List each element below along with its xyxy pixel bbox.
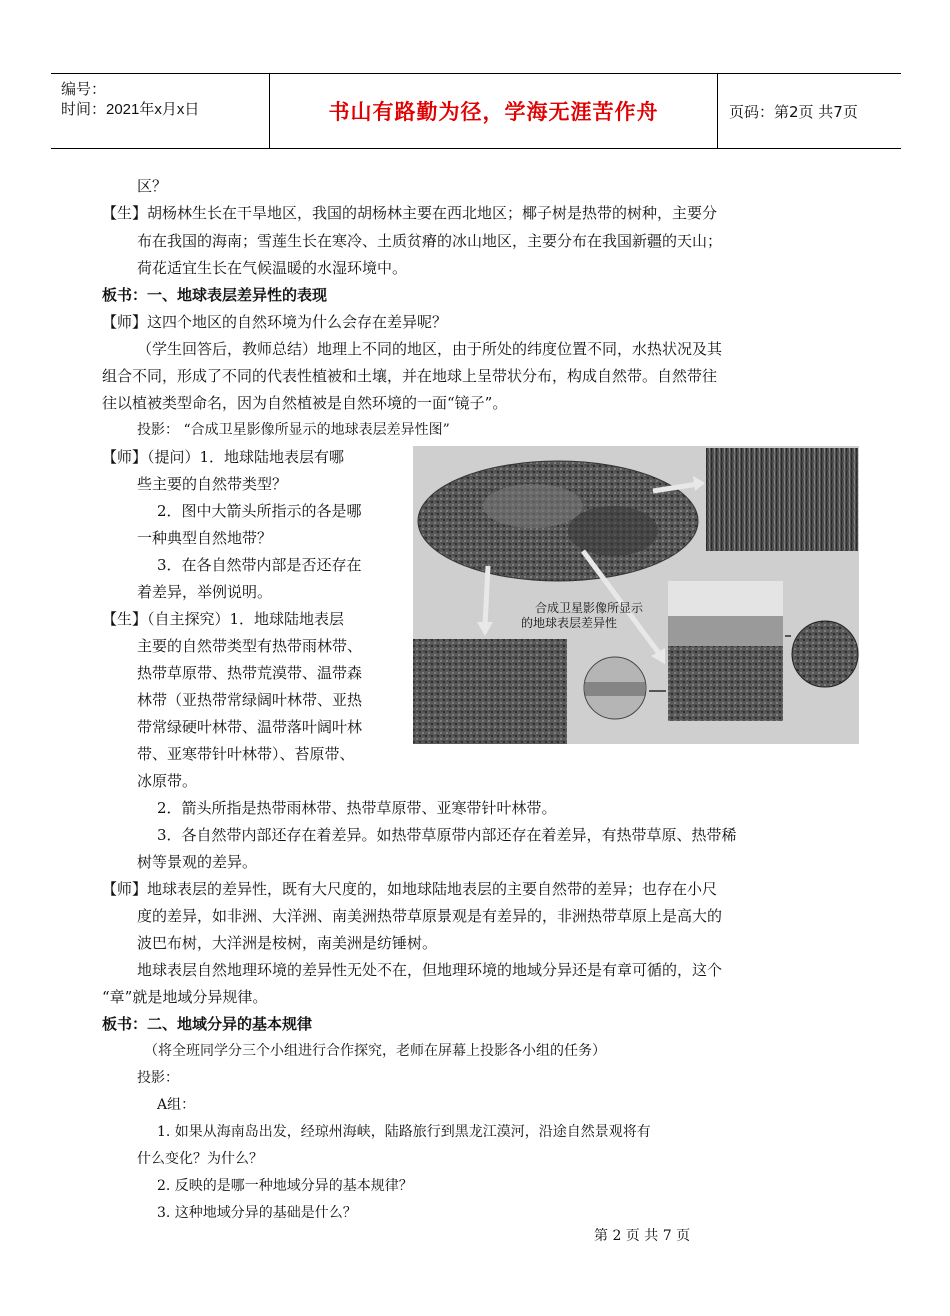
doc-number: 编号： xyxy=(61,81,107,98)
text-line: 3．在各自然带内部是否还存在 xyxy=(157,556,362,574)
text-line: 些主要的自然带类型？ xyxy=(137,475,288,493)
text-line: 什么变化？为什么？ xyxy=(137,1151,263,1167)
satellite-figure-graphic xyxy=(413,446,859,744)
text-line: 【师】地球表层的差异性，既有大尺度的，如地球陆地表层的主要自然带的差异；也存在小尺 xyxy=(102,880,718,898)
figure-caption-line: 合成卫星影像所显示 xyxy=(535,601,644,615)
text-line: 冰原带。 xyxy=(137,772,198,790)
text-line: 带、亚寒带针叶林带）、苔原带、 xyxy=(137,745,355,763)
text-line: 1. 如果从海南岛出发，经琼州海峡，陆路旅行到黑龙江漠河，沿途自然景观将有 xyxy=(157,1124,651,1140)
text-line: 往以植被类型命名，因为自然植被是自然环境的一面“镜子”。 xyxy=(102,394,508,412)
text-line: 树等景观的差异。 xyxy=(137,853,258,871)
text-line: 【生】（自主探究）1．地球陆地表层 xyxy=(102,610,345,628)
text-line: 3. 这种地域分异的基础是什么？ xyxy=(157,1205,357,1221)
page-footer: 第 2 页 共 7 页 xyxy=(594,1228,691,1244)
text-line: 【生】胡杨林生长在干旱地区，我国的胡杨林主要在西北地区；椰子树是热带的树种，主要分 xyxy=(102,204,718,222)
header-info xyxy=(51,74,269,148)
text-line: （学生回答后，教师总结）地理上不同的地区，由于所处的纬度位置不同，水热状况及其 xyxy=(137,340,723,358)
page-header xyxy=(51,73,901,149)
section-heading: 板书：一、地球表层差异性的表现 xyxy=(102,286,328,304)
text-line: 2．图中大箭头所指示的各是哪 xyxy=(157,502,362,520)
text-line: 投影： xyxy=(137,1070,179,1086)
text-line: 着差异，举例说明。 xyxy=(137,583,273,601)
text-line: 组合不同，形成了不同的代表性植被和土壤，并在地球上呈带状分布，构成自然带。自然带往 xyxy=(102,367,718,385)
text-line: 林带（亚热带常绿阔叶林带、亚热 xyxy=(137,691,363,709)
section-heading: 板书：二、地域分异的基本规律 xyxy=(102,1015,313,1033)
text-line: 波巴布树，大洋洲是桉树，南美洲是纺锤树。 xyxy=(137,934,438,952)
text-line: 区？ xyxy=(137,177,168,195)
text-line: 地球表层自然地理环境的差异性无处不在，但地理环境的地域分异还是有章可循的，这个 xyxy=(137,961,723,979)
text-line: 一种典型自然地带？ xyxy=(137,529,273,547)
text-line: 3．各自然带内部还存在着差异。如热带草原带内部还存在着差异，有热带草原、热带稀 xyxy=(157,826,737,844)
text-line: A组： xyxy=(157,1097,196,1113)
text-line: 2. 反映的是哪一种地域分异的基本规律？ xyxy=(157,1178,413,1194)
text-line: 荷花适宜生长在气候温暖的水湿环境中。 xyxy=(137,259,408,277)
text-line: （将全班同学分三个小组进行合作探究，老师在屏幕上投影各小组的任务） xyxy=(144,1043,606,1059)
header-page-info: 页码：第2页 共7页 xyxy=(729,102,858,121)
header-motto: 书山有路勤为径，学海无涯苦作舟 xyxy=(269,74,718,148)
text-line: 【师】（提问）1．地球陆地表层有哪 xyxy=(102,448,345,466)
text-line: “章”就是地域分异规律。 xyxy=(102,988,268,1006)
text-line: 热带草原带、热带荒漠带、温带森 xyxy=(137,664,363,682)
text-line: 度的差异，如非洲、大洋洲、南美洲热带草原景观是有差异的，非洲热带草原上是高大的 xyxy=(137,907,723,925)
text-line: 2．箭头所指是热带雨林带、热带草原带、亚寒带针叶林带。 xyxy=(157,799,557,817)
figure-caption-line: 的地球表层差异性 xyxy=(521,616,618,630)
text-line: 带常绿硬叶林带、温带落叶阔叶林 xyxy=(137,718,363,736)
satellite-figure xyxy=(413,446,859,744)
text-line: 主要的自然带类型有热带雨林带、 xyxy=(137,637,363,655)
text-line: 投影： “合成卫星影像所显示的地球表层差异性图” xyxy=(137,422,450,438)
text-line: 布在我国的海南；雪莲生长在寒冷、土质贫瘠的冰山地区，主要分布在我国新疆的天山； xyxy=(137,232,723,250)
text-line: 【师】这四个地区的自然环境为什么会存在差异呢？ xyxy=(102,313,448,331)
doc-date: 时间：2021年x月x日 xyxy=(61,101,200,118)
